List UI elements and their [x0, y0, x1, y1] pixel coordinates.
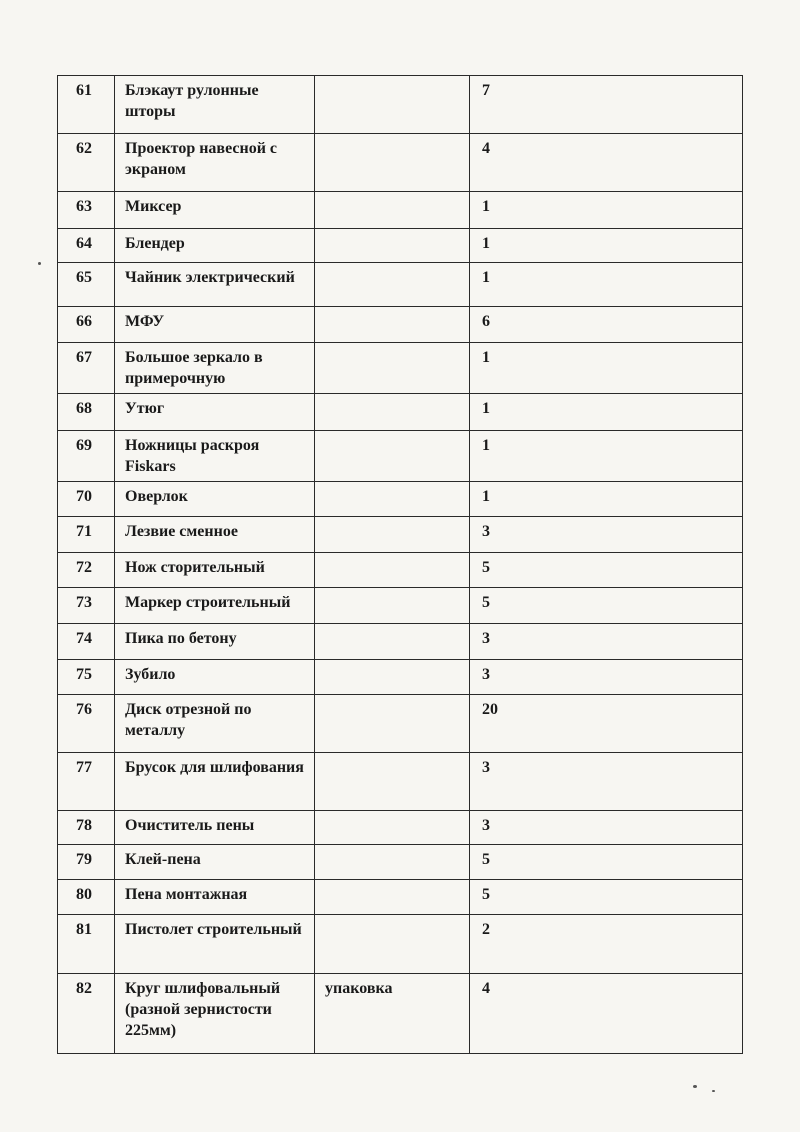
- quantity-cell: 1: [470, 482, 743, 517]
- unit-cell: упаковка: [315, 974, 470, 1054]
- quantity-cell: 1: [470, 394, 743, 431]
- quantity-cell: 5: [470, 588, 743, 624]
- scan-speck: [693, 1085, 697, 1088]
- unit-cell: [315, 845, 470, 880]
- row-number: 79: [58, 845, 115, 880]
- table-row: [58, 915, 743, 974]
- row-number: 67: [58, 343, 115, 394]
- row-number: 82: [58, 974, 115, 1054]
- scan-speck: [38, 262, 41, 265]
- row-number: 68: [58, 394, 115, 431]
- item-name: Миксер: [115, 192, 315, 229]
- unit-cell: [315, 660, 470, 695]
- item-name: Большое зеркало в примерочную: [115, 343, 315, 394]
- item-name: Оверлок: [115, 482, 315, 517]
- unit-cell: [315, 229, 470, 263]
- item-name: Проектор навесной с экраном: [115, 134, 315, 192]
- table-row: [58, 307, 743, 343]
- unit-cell: [315, 134, 470, 192]
- row-number: 66: [58, 307, 115, 343]
- item-name: Диск отрезной по металлу: [115, 695, 315, 753]
- table-row: [58, 695, 743, 753]
- quantity-cell: 3: [470, 624, 743, 660]
- quantity-cell: 1: [470, 192, 743, 229]
- item-name: Зубило: [115, 660, 315, 695]
- quantity-cell: 1: [470, 263, 743, 307]
- row-number: 71: [58, 517, 115, 553]
- quantity-cell: 1: [470, 431, 743, 482]
- unit-cell: [315, 624, 470, 660]
- item-name: Круг шлифовальный (разной зернистости 225мм): [115, 974, 315, 1054]
- table-row: [58, 624, 743, 660]
- table-row: [58, 660, 743, 695]
- table-row: [58, 588, 743, 624]
- quantity-cell: 5: [470, 880, 743, 915]
- unit-cell: [315, 553, 470, 588]
- unit-cell: [315, 431, 470, 482]
- table-row: [58, 880, 743, 915]
- item-name: Пистолет строительный: [115, 915, 315, 974]
- unit-cell: [315, 343, 470, 394]
- quantity-cell: 3: [470, 811, 743, 845]
- item-name: Пена монтажная: [115, 880, 315, 915]
- table-row: [58, 431, 743, 482]
- row-number: 70: [58, 482, 115, 517]
- quantity-cell: 1: [470, 229, 743, 263]
- quantity-cell: 1: [470, 343, 743, 394]
- unit-cell: [315, 517, 470, 553]
- row-number: 64: [58, 229, 115, 263]
- quantity-cell: 3: [470, 660, 743, 695]
- item-name: Ножницы раскроя Fiskars: [115, 431, 315, 482]
- table-row: [58, 974, 743, 1054]
- unit-cell: [315, 753, 470, 811]
- row-number: 80: [58, 880, 115, 915]
- table-row: [58, 192, 743, 229]
- items-table-body: [58, 76, 743, 1054]
- unit-cell: [315, 588, 470, 624]
- row-number: 63: [58, 192, 115, 229]
- table-row: [58, 845, 743, 880]
- table-row: [58, 553, 743, 588]
- row-number: 61: [58, 76, 115, 134]
- row-number: 76: [58, 695, 115, 753]
- item-name: Очиститель пены: [115, 811, 315, 845]
- row-number: 65: [58, 263, 115, 307]
- quantity-cell: 5: [470, 553, 743, 588]
- table-row: [58, 753, 743, 811]
- unit-cell: [315, 192, 470, 229]
- item-name: Нож сторительный: [115, 553, 315, 588]
- quantity-cell: 4: [470, 974, 743, 1054]
- unit-cell: [315, 880, 470, 915]
- table-row: [58, 343, 743, 394]
- quantity-cell: 7: [470, 76, 743, 134]
- row-number: 72: [58, 553, 115, 588]
- item-name: Клей-пена: [115, 845, 315, 880]
- quantity-cell: 2: [470, 915, 743, 974]
- table-row: [58, 263, 743, 307]
- item-name: Чайник электрический: [115, 263, 315, 307]
- unit-cell: [315, 263, 470, 307]
- row-number: 77: [58, 753, 115, 811]
- table-row: [58, 482, 743, 517]
- item-name: МФУ: [115, 307, 315, 343]
- row-number: 81: [58, 915, 115, 974]
- item-name: Маркер строительный: [115, 588, 315, 624]
- item-name: Брусок для шлифования: [115, 753, 315, 811]
- quantity-cell: 5: [470, 845, 743, 880]
- unit-cell: [315, 76, 470, 134]
- table-row: [58, 134, 743, 192]
- row-number: 69: [58, 431, 115, 482]
- unit-cell: [315, 394, 470, 431]
- table-row: [58, 811, 743, 845]
- item-name: Блэкаут рулонные шторы: [115, 76, 315, 134]
- quantity-cell: 20: [470, 695, 743, 753]
- row-number: 62: [58, 134, 115, 192]
- table-row: [58, 229, 743, 263]
- unit-cell: [315, 482, 470, 517]
- quantity-cell: 3: [470, 753, 743, 811]
- quantity-cell: 4: [470, 134, 743, 192]
- table-row: [58, 394, 743, 431]
- item-name: Утюг: [115, 394, 315, 431]
- scan-speck: [712, 1090, 715, 1092]
- item-name: Блендер: [115, 229, 315, 263]
- table-row: [58, 517, 743, 553]
- table-row: [58, 76, 743, 134]
- unit-cell: [315, 811, 470, 845]
- row-number: 74: [58, 624, 115, 660]
- item-name: Пика по бетону: [115, 624, 315, 660]
- row-number: 73: [58, 588, 115, 624]
- unit-cell: [315, 915, 470, 974]
- quantity-cell: 3: [470, 517, 743, 553]
- row-number: 75: [58, 660, 115, 695]
- unit-cell: [315, 695, 470, 753]
- item-name: Лезвие сменное: [115, 517, 315, 553]
- row-number: 78: [58, 811, 115, 845]
- quantity-cell: 6: [470, 307, 743, 343]
- unit-cell: [315, 307, 470, 343]
- items-table: [57, 75, 743, 1054]
